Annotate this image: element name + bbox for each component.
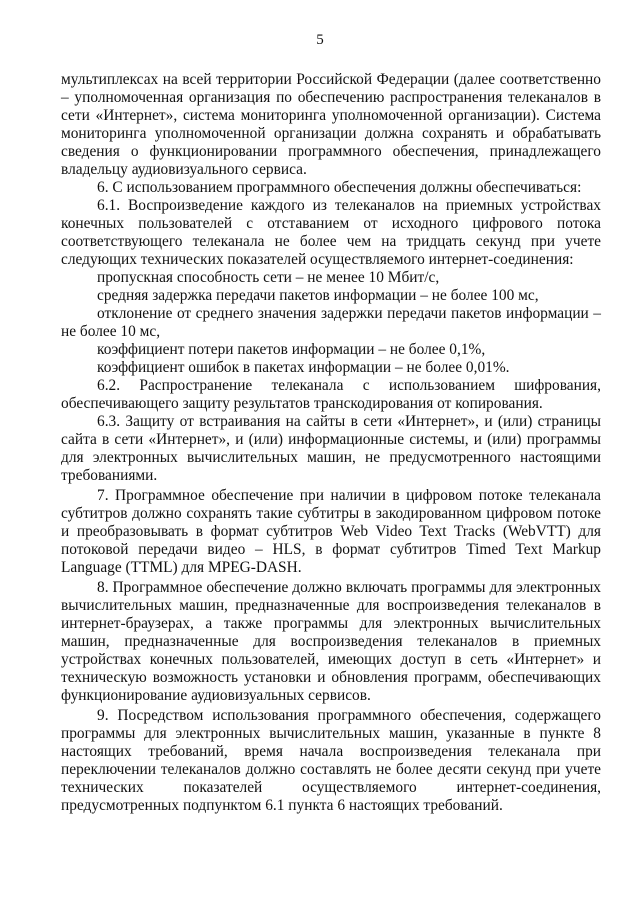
paragraph-item-6-2: 6.2. Распространение телеканала с использованием шифрования, обеспечивающего защиту результатов транскодирования от копирования. [61, 377, 601, 412]
paragraph-item-9: 9. Посредством использования программного обеспечения, содержащего программы для электронных вычислительных машин, указанные в пункте 8 настоящих требований, время начала воспроизведения телеканала при переключении телеканалов должно составлять не более десяти секунд при учете технических показателей осуществляемого интернет-соединения, предусмотренных подпунктом 6.1 пункта 6 настоящих требований. [61, 707, 601, 814]
paragraph-item-6-3: 6.3. Защиту от встраивания на сайты в сети «Интернет», и (или) страницы сайта в сети «Интернет», и (или) информационные системы, и (или) программы для электронных вычислительных машин, не предусмотренного настоящими требованиями. [61, 413, 601, 484]
paragraph-item-6-1: 6.1. Воспроизведение каждого из телеканалов на приемных устройствах конечных пользователей с отставанием от исходного цифрового потока соответствующего телеканала не более чем на тридцать секунд при учете следующих технических показателей осуществляемого интернет-соединения: [61, 197, 601, 268]
document-body [61, 71, 601, 815]
list-item-latency: средняя задержка передачи пакетов информации – не более 100 мс, [97, 287, 539, 304]
paragraph-item-7: 7. Программное обеспечение при наличии в цифровом потоке телеканала субтитров должно сохранять такие субтитры в закодированном цифровом потоке и преобразовывать в формат субтитров Web Video Text Tracks (WebVTT) для потоковой передачи видео – HLS, в формат субтитров Timed Text Markup Language (TTML) для MPEG-DASH. [61, 487, 601, 576]
paragraph-item-6: 6. С использованием программного обеспечения должны обеспечиваться: [97, 179, 582, 196]
page-number: 5 [316, 32, 324, 48]
paragraph-continuation: мультиплексах на всей территории Российской Федерации (далее соответственно – уполномоченная организация по обеспечению распространения телеканалов в сети «Интернет», система мониторинга уполномоченной организации). Система мониторинга уполномоченной организации должна сохранять и обрабатывать сведения о функционировании программного обеспечения, принадлежащего владельцу аудиовизуального сервиса. [61, 71, 601, 178]
list-item-jitter: отклонение от среднего значения задержки передачи пакетов информации – не более 10 мс, [61, 305, 601, 340]
list-item-packet-loss: коэффициент потери пакетов информации – не более 0,1%, [97, 341, 486, 358]
list-item-error-rate: коэффициент ошибок в пакетах информации – не более 0,01%. [97, 359, 510, 376]
paragraph-item-8: 8. Программное обеспечение должно включать программы для электронных вычислительных машин, предназначенные для воспроизведения телеканалов в интернет-браузерах, а также программы для электронных вычислительных машин, предназначенные для воспроизведения телеканалов в приемных устройствах конечных пользователей, имеющих доступ в сеть «Интернет» и техническую возможность установки и обновления программ, обеспечивающих функционирование аудиовизуальных сервисов. [61, 579, 601, 704]
list-item-bandwidth: пропускная способность сети – не менее 10 Мбит/с, [97, 269, 440, 286]
